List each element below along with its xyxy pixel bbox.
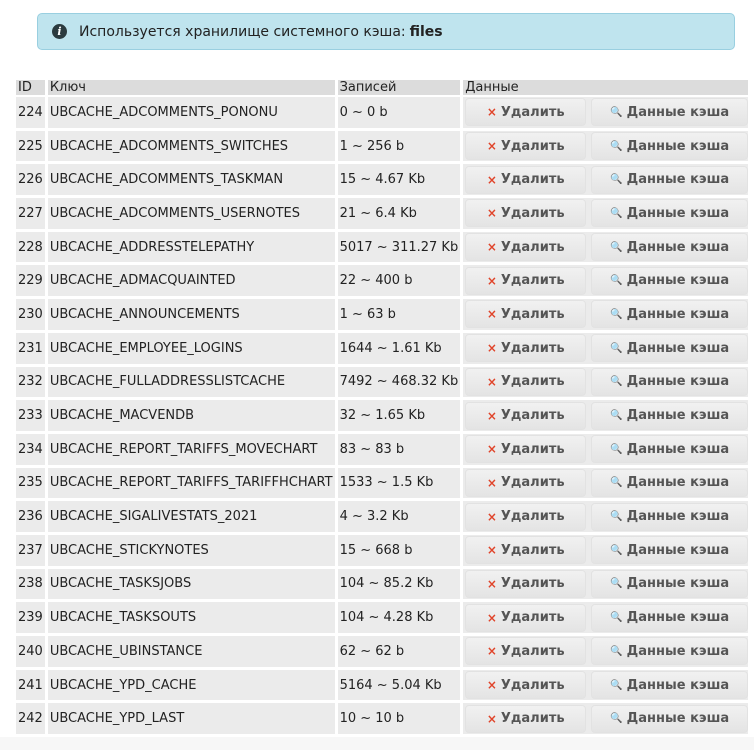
cell-actions (463, 265, 748, 299)
delete-button-label: Удалить (500, 475, 565, 491)
delete-button-label: Удалить (500, 205, 565, 221)
table-row (16, 400, 748, 434)
cache-storage-info-box (37, 13, 735, 50)
delete-button[interactable] (465, 604, 586, 632)
view-cache-data-button[interactable] (591, 469, 748, 497)
cell-records: 22 ~ 400 b (338, 265, 464, 299)
view-cache-data-label: Данные кэша (626, 677, 730, 693)
search-icon: 🔍 (610, 679, 623, 691)
cell-key: UBCACHE_REPORT_TARIFFS_TARIFFHCHART (48, 468, 338, 502)
view-cache-data-label: Данные кэша (626, 576, 730, 592)
cell-id: 225 (16, 131, 48, 165)
cell-records: 1644 ~ 1.61 Kb (338, 333, 464, 367)
cell-id: 240 (16, 636, 48, 670)
table-row (16, 703, 748, 737)
cell-actions (463, 434, 748, 468)
table-row (16, 367, 748, 401)
delete-button-label: Удалить (500, 340, 565, 356)
close-icon: × (486, 172, 497, 187)
cell-actions (463, 333, 748, 367)
search-icon: 🔍 (610, 376, 623, 388)
cell-id: 228 (16, 232, 48, 266)
cell-key: UBCACHE_FULLADDRESSLISTCACHE (48, 367, 338, 401)
delete-button-label: Удалить (500, 542, 565, 558)
view-cache-data-label: Данные кэша (626, 340, 730, 356)
view-cache-data-button[interactable] (591, 98, 748, 126)
view-cache-data-label: Данные кэша (626, 408, 730, 424)
cell-records: 62 ~ 62 b (338, 636, 464, 670)
search-icon: 🔍 (610, 713, 623, 725)
view-cache-data-label: Данные кэша (626, 643, 730, 659)
cell-records: 1 ~ 256 b (338, 131, 464, 165)
view-cache-data-button[interactable] (591, 233, 748, 261)
table-row (16, 131, 748, 165)
close-icon: × (486, 678, 497, 693)
search-icon: 🔍 (610, 645, 623, 657)
delete-button-label: Удалить (500, 374, 565, 390)
table-row (16, 97, 748, 131)
delete-button[interactable] (465, 637, 586, 665)
close-icon: × (486, 273, 497, 288)
view-cache-data-label: Данные кэша (626, 239, 730, 255)
search-icon: 🔍 (610, 241, 623, 253)
table-row (16, 602, 748, 636)
cell-records: 5017 ~ 311.27 Kb (338, 232, 464, 266)
delete-button-label: Удалить (500, 441, 565, 457)
delete-button-label: Удалить (500, 643, 565, 659)
cell-actions (463, 400, 748, 434)
cell-id: 229 (16, 265, 48, 299)
table-row (16, 434, 748, 468)
delete-button[interactable] (465, 570, 586, 598)
view-cache-data-label: Данные кэша (626, 475, 730, 491)
close-icon: × (486, 408, 497, 423)
cell-key: UBCACHE_MACVENDB (48, 400, 338, 434)
close-icon: × (486, 341, 497, 356)
close-icon: × (486, 206, 497, 221)
cell-records: 0 ~ 0 b (338, 97, 464, 131)
close-icon: × (486, 240, 497, 255)
table-row (16, 569, 748, 603)
view-cache-data-label: Данные кэша (626, 441, 730, 457)
close-icon: × (486, 475, 497, 490)
delete-button[interactable] (465, 671, 586, 699)
close-icon: × (486, 543, 497, 558)
close-icon: × (486, 711, 497, 726)
view-cache-data-label: Данные кэша (626, 104, 730, 120)
cell-key: UBCACHE_SIGALIVESTATS_2021 (48, 501, 338, 535)
view-cache-data-button[interactable] (591, 536, 748, 564)
delete-button-label: Удалить (500, 239, 565, 255)
delete-button[interactable] (465, 368, 586, 396)
delete-button-label: Удалить (500, 576, 565, 592)
cell-id: 241 (16, 670, 48, 704)
close-icon: × (486, 509, 497, 524)
table-header-row (16, 80, 748, 97)
cell-id: 235 (16, 468, 48, 502)
cell-key: UBCACHE_ADCOMMENTS_SWITCHES (48, 131, 338, 165)
table-row (16, 670, 748, 704)
view-cache-data-button[interactable] (591, 166, 748, 194)
table-row (16, 333, 748, 367)
delete-button[interactable] (465, 300, 586, 328)
cell-records: 21 ~ 6.4 Kb (338, 198, 464, 232)
cell-key: UBCACHE_TASKSJOBS (48, 569, 338, 603)
view-cache-data-label: Данные кэша (626, 374, 730, 390)
search-icon: 🔍 (610, 410, 623, 422)
cell-id: 234 (16, 434, 48, 468)
view-cache-data-button[interactable] (591, 705, 748, 733)
cell-key: UBCACHE_ADCOMMENTS_TASKMAN (48, 164, 338, 198)
delete-button[interactable] (465, 705, 586, 733)
cell-key: UBCACHE_REPORT_TARIFFS_MOVECHART (48, 434, 338, 468)
cell-id: 242 (16, 703, 48, 737)
table-row (16, 164, 748, 198)
table-row (16, 265, 748, 299)
view-cache-data-button[interactable] (591, 503, 748, 531)
delete-button[interactable] (465, 334, 586, 362)
info-label: Используется хранилище системного кэша: (79, 23, 406, 40)
table-row (16, 535, 748, 569)
cell-actions (463, 703, 748, 737)
table-row (16, 299, 748, 333)
cell-id: 232 (16, 367, 48, 401)
cell-actions (463, 670, 748, 704)
delete-button-label: Удалить (500, 138, 565, 154)
cell-id: 224 (16, 97, 48, 131)
delete-button[interactable] (465, 132, 586, 160)
close-icon: × (486, 307, 497, 322)
delete-button[interactable] (465, 233, 586, 261)
delete-button[interactable] (465, 469, 586, 497)
search-icon: 🔍 (610, 342, 623, 354)
table-row (16, 468, 748, 502)
view-cache-data-button[interactable] (591, 402, 748, 430)
view-cache-data-button[interactable] (591, 368, 748, 396)
view-cache-data-button[interactable] (591, 435, 748, 463)
cell-records: 5164 ~ 5.04 Kb (338, 670, 464, 704)
cell-key: UBCACHE_ADDRESSTELEPATHY (48, 232, 338, 266)
view-cache-data-label: Данные кэша (626, 711, 730, 727)
view-cache-data-button[interactable] (591, 199, 748, 227)
cell-key: UBCACHE_ADCOMMENTS_USERNOTES (48, 198, 338, 232)
cell-id: 226 (16, 164, 48, 198)
cache-storage-value: files (409, 23, 443, 40)
cell-records: 104 ~ 4.28 Kb (338, 602, 464, 636)
cell-key: UBCACHE_ADCOMMENTS_PONONU (48, 97, 338, 131)
delete-button-label: Удалить (500, 677, 565, 693)
cell-records: 7492 ~ 468.32 Kb (338, 367, 464, 401)
cell-actions (463, 299, 748, 333)
search-icon: 🔍 (610, 275, 623, 287)
cell-records: 104 ~ 85.2 Kb (338, 569, 464, 603)
close-icon: × (486, 374, 497, 389)
cell-records: 32 ~ 1.65 Kb (338, 400, 464, 434)
table-row (16, 198, 748, 232)
view-cache-data-label: Данные кэша (626, 172, 730, 188)
view-cache-data-button[interactable] (591, 132, 748, 160)
search-icon: 🔍 (610, 443, 623, 455)
search-icon: 🔍 (610, 207, 623, 219)
view-cache-data-label: Данные кэша (626, 509, 730, 525)
cell-id: 237 (16, 535, 48, 569)
cell-id: 236 (16, 501, 48, 535)
close-icon: × (486, 576, 497, 591)
close-icon: × (486, 105, 497, 120)
view-cache-data-label: Данные кэша (626, 273, 730, 289)
close-icon: × (486, 442, 497, 457)
header-data: Данные (463, 80, 748, 97)
cell-id: 238 (16, 569, 48, 603)
info-icon: i (52, 24, 67, 39)
search-icon: 🔍 (610, 544, 623, 556)
delete-button-label: Удалить (500, 273, 565, 289)
cell-actions (463, 97, 748, 131)
cell-key: UBCACHE_TASKSOUTS (48, 602, 338, 636)
view-cache-data-button[interactable] (591, 637, 748, 665)
cell-records: 4 ~ 3.2 Kb (338, 501, 464, 535)
cell-actions (463, 636, 748, 670)
search-icon: 🔍 (610, 578, 623, 590)
page-bottom-area (0, 737, 754, 750)
header-key: Ключ (48, 80, 338, 97)
view-cache-data-button[interactable] (591, 604, 748, 632)
cell-id: 239 (16, 602, 48, 636)
close-icon: × (486, 610, 497, 625)
view-cache-data-label: Данные кэша (626, 205, 730, 221)
cell-records: 15 ~ 668 b (338, 535, 464, 569)
cell-id: 233 (16, 400, 48, 434)
cell-id: 230 (16, 299, 48, 333)
cell-records: 15 ~ 4.67 Kb (338, 164, 464, 198)
delete-button[interactable] (465, 435, 586, 463)
delete-button[interactable] (465, 536, 586, 564)
table-row (16, 501, 748, 535)
view-cache-data-button[interactable] (591, 570, 748, 598)
cell-records: 83 ~ 83 b (338, 434, 464, 468)
cell-key: UBCACHE_ANNOUNCEMENTS (48, 299, 338, 333)
cell-actions (463, 535, 748, 569)
cell-actions (463, 367, 748, 401)
cell-actions (463, 602, 748, 636)
cell-actions (463, 232, 748, 266)
cell-key: UBCACHE_ADMACQUAINTED (48, 265, 338, 299)
cache-table (16, 80, 748, 737)
view-cache-data-button[interactable] (591, 671, 748, 699)
view-cache-data-label: Данные кэша (626, 542, 730, 558)
cell-actions (463, 198, 748, 232)
info-text (79, 24, 443, 40)
header-records: Записей (338, 80, 464, 97)
close-icon: × (486, 139, 497, 154)
delete-button[interactable] (465, 166, 586, 194)
delete-button[interactable] (465, 503, 586, 531)
delete-button-label: Удалить (500, 104, 565, 120)
view-cache-data-label: Данные кэша (626, 138, 730, 154)
search-icon: 🔍 (610, 140, 623, 152)
search-icon: 🔍 (610, 511, 623, 523)
search-icon: 🔍 (610, 174, 623, 186)
delete-button-label: Удалить (500, 610, 565, 626)
cell-records: 10 ~ 10 b (338, 703, 464, 737)
view-cache-data-label: Данные кэша (626, 610, 730, 626)
cell-actions (463, 131, 748, 165)
cell-id: 227 (16, 198, 48, 232)
cell-actions (463, 569, 748, 603)
delete-button-label: Удалить (500, 172, 565, 188)
delete-button[interactable] (465, 402, 586, 430)
delete-button-label: Удалить (500, 711, 565, 727)
cell-actions (463, 164, 748, 198)
cell-key: UBCACHE_UBINSTANCE (48, 636, 338, 670)
table-row (16, 636, 748, 670)
cell-key: UBCACHE_STICKYNOTES (48, 535, 338, 569)
close-icon: × (486, 644, 497, 659)
delete-button-label: Удалить (500, 306, 565, 322)
cell-actions (463, 501, 748, 535)
cell-key: UBCACHE_YPD_CACHE (48, 670, 338, 704)
cell-id: 231 (16, 333, 48, 367)
cell-actions (463, 468, 748, 502)
view-cache-data-button[interactable] (591, 300, 748, 328)
cell-key: UBCACHE_EMPLOYEE_LOGINS (48, 333, 338, 367)
cell-records: 1 ~ 63 b (338, 299, 464, 333)
delete-button[interactable] (465, 267, 586, 295)
search-icon: 🔍 (610, 308, 623, 320)
delete-button[interactable] (465, 199, 586, 227)
search-icon: 🔍 (610, 106, 623, 118)
view-cache-data-button[interactable] (591, 334, 748, 362)
cell-records: 1533 ~ 1.5 Kb (338, 468, 464, 502)
search-icon: 🔍 (610, 612, 623, 624)
table-row (16, 232, 748, 266)
cell-key: UBCACHE_YPD_LAST (48, 703, 338, 737)
search-icon: 🔍 (610, 477, 623, 489)
delete-button-label: Удалить (500, 408, 565, 424)
delete-button-label: Удалить (500, 509, 565, 525)
table-body (16, 97, 748, 737)
view-cache-data-label: Данные кэша (626, 306, 730, 322)
header-id: ID (16, 80, 48, 97)
delete-button[interactable] (465, 98, 586, 126)
view-cache-data-button[interactable] (591, 267, 748, 295)
